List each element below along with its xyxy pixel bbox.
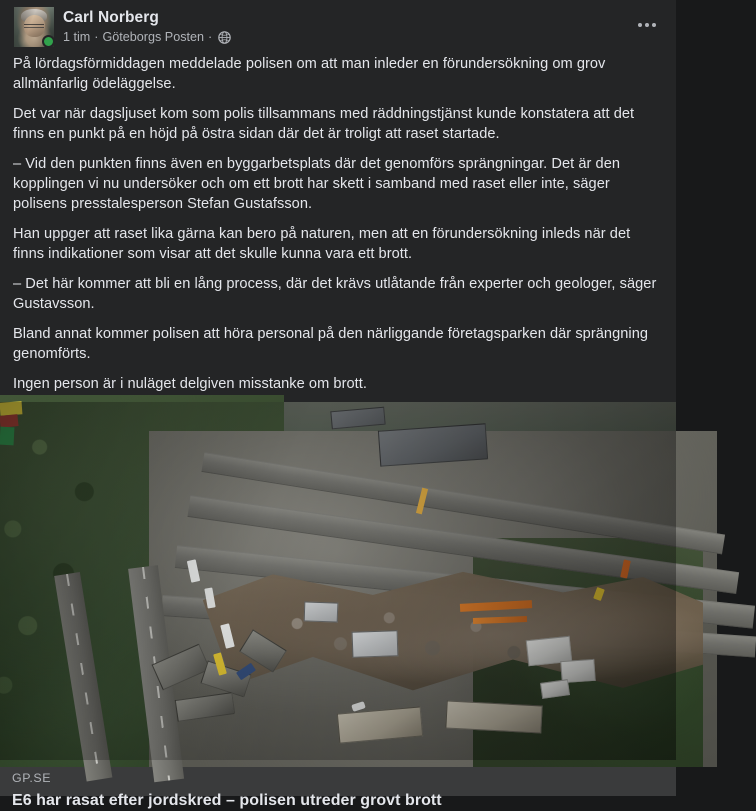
post-message — [0, 50, 676, 402]
post-paragraph: Det var när dagsljuset kom som polis tillsammans med räddningstjänst kunde konstatera att det finns en punkt på en höjd på östra sidan där det är troligt att raset startade. — [13, 106, 635, 142]
post-paragraph: Han uppger att raset lika gärna kan bero på naturen, men att en förundersökning inleds när det finns indikationer som visar att det skulle kunna vara ett brott. — [13, 226, 631, 262]
photo-building-accent — [0, 401, 22, 416]
photo-collapsed-slab — [445, 700, 542, 733]
photo-industrial-building — [377, 423, 487, 466]
author-name[interactable]: Carl Norberg — [63, 9, 159, 26]
ellipsis-dot-1 — [638, 23, 642, 27]
post-meta — [63, 29, 231, 45]
post-paragraph: På lördagsförmiddagen meddelade polisen om att man inleder en förundersökning om grov allmänfarlig ödeläggelse. — [13, 56, 606, 92]
ellipsis-dot-2 — [645, 23, 649, 27]
photo-building — [304, 602, 339, 623]
online-dot-icon — [42, 35, 55, 48]
post-paragraph: Bland annat kommer polisen att höra personal på den närliggande företagsparken där sprängning genomförts. — [13, 326, 649, 362]
meta-separator-2: · — [208, 30, 213, 44]
meta-separator-1: · — [94, 30, 99, 44]
avatar[interactable] — [14, 7, 54, 47]
ellipsis-dot-3 — [652, 23, 656, 27]
post-header-text — [63, 5, 231, 45]
post-paragraph: – Vid den punkten finns även en byggarbetsplats där det genomförs sprängningar. Det är den kopplingen vi nu undersöker och om ett brott har skett i samband med raset eller inte, säger polisens presstalesperson Stefan Gustafsson. — [13, 156, 621, 212]
photo-building — [351, 630, 398, 658]
post-header — [0, 0, 676, 50]
link-domain: GP.SE — [12, 771, 52, 785]
post-timestamp[interactable]: 1 tim — [63, 30, 91, 44]
link-attachment[interactable] — [0, 402, 676, 809]
ellipsis-horizontal-icon[interactable] — [632, 10, 662, 40]
link-preview-image[interactable] — [0, 402, 676, 760]
globe-public-icon[interactable] — [218, 31, 231, 44]
post-paragraph: – Det här kommer att bli en lång process, där det krävs utlåtande från experter och geologer, säger Gustavsson. — [13, 276, 657, 312]
link-headline[interactable]: E6 har rasat efter jordskred – polisen utreder grovt brott — [12, 792, 442, 809]
post-paragraph: Ingen person är i nuläget delgiven misstanke om brott. — [13, 376, 367, 392]
post-source[interactable]: Göteborgs Posten — [102, 30, 205, 44]
photo-green-container — [0, 427, 14, 446]
